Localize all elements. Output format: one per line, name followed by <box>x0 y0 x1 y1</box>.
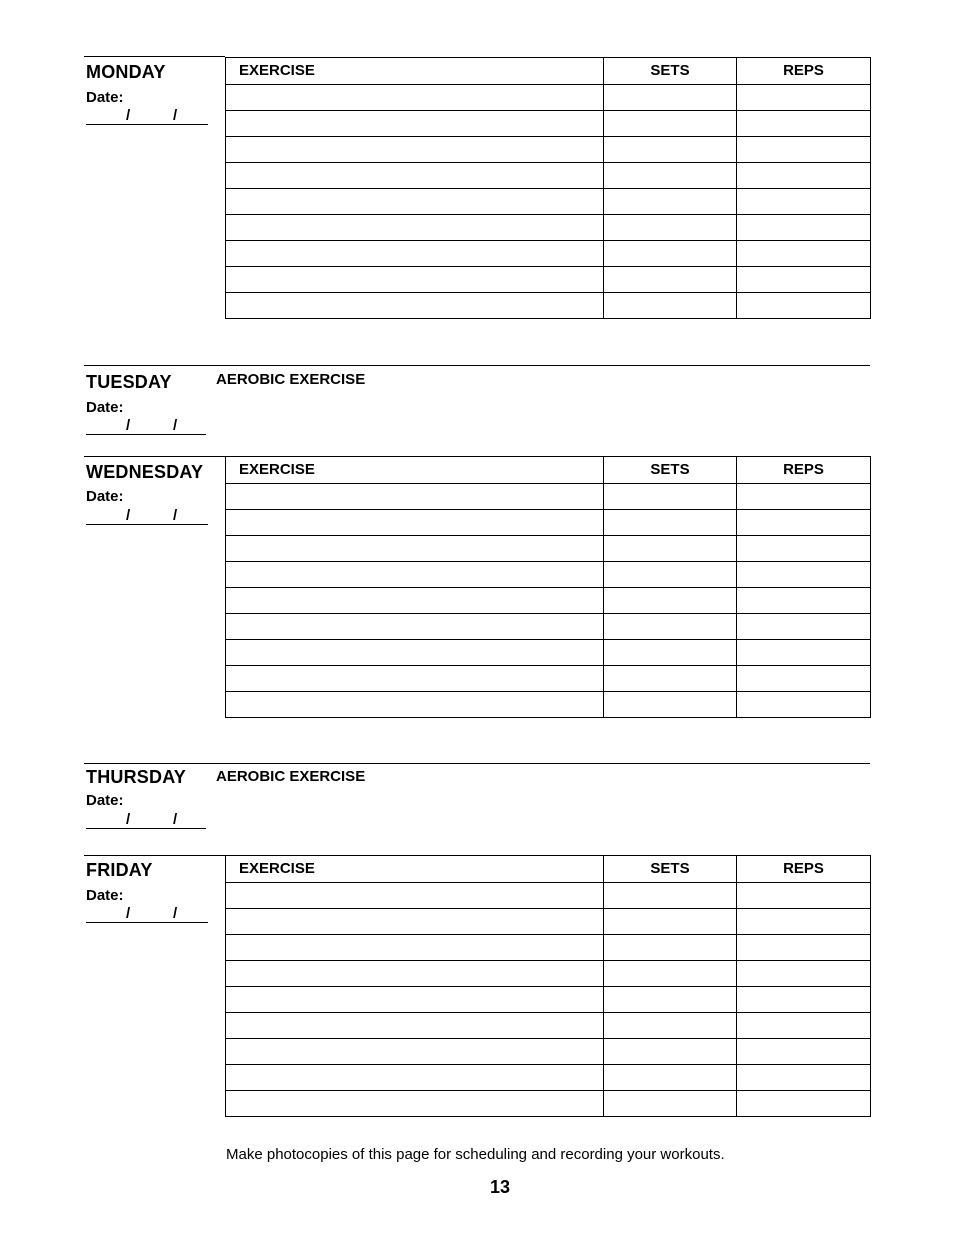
reps-cell[interactable] <box>737 189 871 215</box>
sets-cell[interactable] <box>604 111 737 137</box>
exercise-cell[interactable] <box>226 935 604 961</box>
table-row <box>226 640 871 666</box>
reps-column-header: REPS <box>737 856 871 883</box>
tuesday-label: TUESDAY <box>86 372 172 392</box>
table-row <box>226 189 871 215</box>
sets-cell[interactable] <box>604 267 737 293</box>
exercise-cell[interactable] <box>226 987 604 1013</box>
reps-cell[interactable] <box>737 85 871 111</box>
reps-cell[interactable] <box>737 614 871 640</box>
wednesday-label: WEDNESDAY <box>86 462 204 482</box>
sets-cell[interactable] <box>604 1091 737 1117</box>
monday-date-field[interactable] <box>86 109 208 125</box>
date-separator: / <box>126 507 131 524</box>
thursday-label: THURSDAY <box>86 767 186 787</box>
thursday-rule <box>84 763 870 764</box>
table-row <box>226 666 871 692</box>
sets-cell[interactable] <box>604 666 737 692</box>
table-row <box>226 1039 871 1065</box>
sets-column-header: SETS <box>604 58 737 85</box>
date-separator: / <box>173 905 178 922</box>
wednesday-date-field[interactable] <box>86 509 208 525</box>
sets-cell[interactable] <box>604 909 737 935</box>
table-row <box>226 588 871 614</box>
date-separator: / <box>126 905 131 922</box>
exercise-cell[interactable] <box>226 1091 604 1117</box>
table-row <box>226 935 871 961</box>
reps-cell[interactable] <box>737 484 871 510</box>
reps-cell[interactable] <box>737 1013 871 1039</box>
tuesday-aerobic-label: AEROBIC EXERCISE <box>216 371 366 388</box>
table-row <box>226 961 871 987</box>
reps-cell[interactable] <box>737 987 871 1013</box>
wednesday-exercise-table <box>225 456 871 718</box>
table-row <box>226 1013 871 1039</box>
date-separator: / <box>126 107 131 124</box>
exercise-cell[interactable] <box>226 189 604 215</box>
exercise-cell[interactable] <box>226 1065 604 1091</box>
reps-column-header: REPS <box>737 58 871 85</box>
sets-cell[interactable] <box>604 588 737 614</box>
table-row <box>226 85 871 111</box>
exercise-cell[interactable] <box>226 1039 604 1065</box>
exercise-cell[interactable] <box>226 85 604 111</box>
sets-cell[interactable] <box>604 137 737 163</box>
page-number: 13 <box>489 1177 511 1197</box>
exercise-cell[interactable] <box>226 163 604 189</box>
reps-cell[interactable] <box>737 562 871 588</box>
table-header-row <box>226 856 871 883</box>
sets-cell[interactable] <box>604 883 737 909</box>
reps-cell[interactable] <box>737 510 871 536</box>
reps-column-header: REPS <box>737 457 871 484</box>
sets-cell[interactable] <box>604 484 737 510</box>
exercise-cell[interactable] <box>226 562 604 588</box>
table-header-row <box>226 457 871 484</box>
monday-label: MONDAY <box>86 62 166 82</box>
tuesday-rule <box>84 365 870 366</box>
reps-cell[interactable] <box>737 588 871 614</box>
exercise-cell[interactable] <box>226 1013 604 1039</box>
table-row <box>226 111 871 137</box>
exercise-cell[interactable] <box>226 883 604 909</box>
table-row <box>226 293 871 319</box>
date-separator: / <box>126 811 131 828</box>
sets-cell[interactable] <box>604 562 737 588</box>
reps-cell[interactable] <box>737 883 871 909</box>
wednesday-top-rule <box>84 456 225 457</box>
tuesday-date-label: Date: <box>86 399 124 416</box>
table-header-row <box>226 58 871 85</box>
sets-cell[interactable] <box>604 614 737 640</box>
reps-cell[interactable] <box>737 267 871 293</box>
exercise-column-header: EXERCISE <box>226 856 604 883</box>
table-row <box>226 241 871 267</box>
exercise-cell[interactable] <box>226 215 604 241</box>
date-separator: / <box>126 417 131 434</box>
reps-cell[interactable] <box>737 215 871 241</box>
table-row <box>226 614 871 640</box>
exercise-cell[interactable] <box>226 692 604 718</box>
reps-cell[interactable] <box>737 935 871 961</box>
exercise-cell[interactable] <box>226 536 604 562</box>
reps-cell[interactable] <box>737 1065 871 1091</box>
exercise-cell[interactable] <box>226 909 604 935</box>
exercise-cell[interactable] <box>226 137 604 163</box>
sets-cell[interactable] <box>604 640 737 666</box>
table-row <box>226 137 871 163</box>
sets-cell[interactable] <box>604 987 737 1013</box>
exercise-cell[interactable] <box>226 961 604 987</box>
friday-label: FRIDAY <box>86 860 153 880</box>
table-row <box>226 215 871 241</box>
date-separator: / <box>173 811 178 828</box>
table-row <box>226 267 871 293</box>
reps-cell[interactable] <box>737 111 871 137</box>
reps-cell[interactable] <box>737 536 871 562</box>
reps-cell[interactable] <box>737 666 871 692</box>
monday-date-label: Date: <box>86 89 124 106</box>
table-row <box>226 692 871 718</box>
reps-cell[interactable] <box>737 1039 871 1065</box>
sets-cell[interactable] <box>604 1039 737 1065</box>
exercise-cell[interactable] <box>226 293 604 319</box>
exercise-cell[interactable] <box>226 510 604 536</box>
table-row <box>226 909 871 935</box>
date-separator: / <box>173 107 178 124</box>
sets-cell[interactable] <box>604 1065 737 1091</box>
reps-cell[interactable] <box>737 163 871 189</box>
sets-cell[interactable] <box>604 961 737 987</box>
exercise-cell[interactable] <box>226 614 604 640</box>
table-row <box>226 484 871 510</box>
table-row <box>226 510 871 536</box>
exercise-cell[interactable] <box>226 111 604 137</box>
wednesday-date-label: Date: <box>86 488 124 505</box>
reps-cell[interactable] <box>737 692 871 718</box>
exercise-column-header: EXERCISE <box>226 457 604 484</box>
date-separator: / <box>173 417 178 434</box>
friday-exercise-table <box>225 855 871 1117</box>
photocopy-note: Make photocopies of this page for scheduling and recording your workouts. <box>226 1146 725 1163</box>
thursday-aerobic-label: AEROBIC EXERCISE <box>216 768 366 785</box>
exercise-cell[interactable] <box>226 640 604 666</box>
date-separator: / <box>173 507 178 524</box>
friday-date-label: Date: <box>86 887 124 904</box>
reps-cell[interactable] <box>737 909 871 935</box>
friday-date-field[interactable] <box>86 907 208 923</box>
sets-cell[interactable] <box>604 510 737 536</box>
reps-cell[interactable] <box>737 137 871 163</box>
sets-cell[interactable] <box>604 293 737 319</box>
exercise-cell[interactable] <box>226 588 604 614</box>
sets-cell[interactable] <box>604 935 737 961</box>
sets-cell[interactable] <box>604 189 737 215</box>
sets-cell[interactable] <box>604 536 737 562</box>
monday-exercise-table <box>225 57 871 319</box>
table-row <box>226 987 871 1013</box>
exercise-cell[interactable] <box>226 267 604 293</box>
sets-cell[interactable] <box>604 163 737 189</box>
thursday-date-field[interactable] <box>86 813 206 829</box>
table-row <box>226 1065 871 1091</box>
table-row <box>226 1091 871 1117</box>
exercise-column-header: EXERCISE <box>226 58 604 85</box>
reps-cell[interactable] <box>737 241 871 267</box>
exercise-cell[interactable] <box>226 666 604 692</box>
sets-cell[interactable] <box>604 241 737 267</box>
friday-top-rule <box>84 855 225 856</box>
sets-cell[interactable] <box>604 85 737 111</box>
table-row <box>226 163 871 189</box>
table-row <box>226 536 871 562</box>
sets-column-header: SETS <box>604 457 737 484</box>
reps-cell[interactable] <box>737 961 871 987</box>
tuesday-date-field[interactable] <box>86 419 206 435</box>
monday-top-rule <box>84 56 225 57</box>
thursday-date-label: Date: <box>86 792 124 809</box>
reps-cell[interactable] <box>737 293 871 319</box>
reps-cell[interactable] <box>737 1091 871 1117</box>
exercise-cell[interactable] <box>226 484 604 510</box>
sets-cell[interactable] <box>604 1013 737 1039</box>
sets-cell[interactable] <box>604 215 737 241</box>
sets-cell[interactable] <box>604 692 737 718</box>
table-row <box>226 883 871 909</box>
reps-cell[interactable] <box>737 640 871 666</box>
exercise-cell[interactable] <box>226 241 604 267</box>
sets-column-header: SETS <box>604 856 737 883</box>
table-row <box>226 562 871 588</box>
